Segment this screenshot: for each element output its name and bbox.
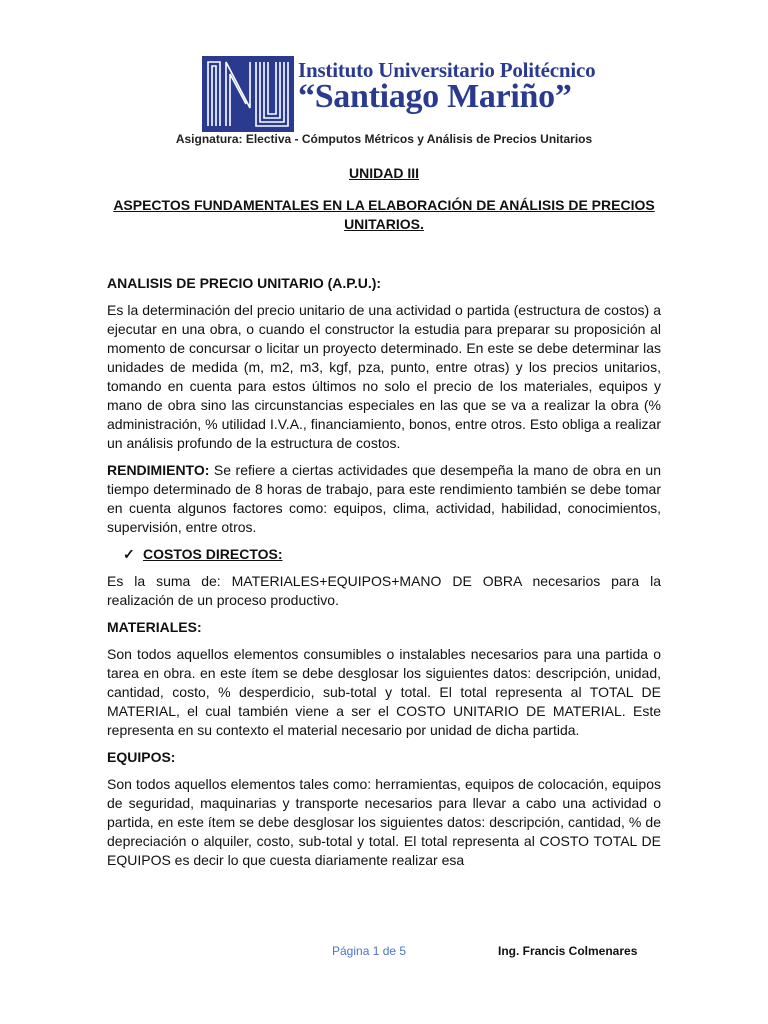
footer-author: Ing. Francis Colmenares xyxy=(498,944,638,958)
institution-logo xyxy=(200,54,596,134)
apu-heading: ANALISIS DE PRECIO UNITARIO (A.P.U.): xyxy=(107,275,382,291)
checkmark-icon: ✓ xyxy=(123,546,135,562)
page-number: Página 1 de 5 xyxy=(332,944,407,958)
costos-directos-label: COSTOS DIRECTOS: xyxy=(143,546,283,562)
equipos-heading: EQUIPOS: xyxy=(107,749,176,765)
materiales-heading: MATERIALES: xyxy=(107,619,202,635)
institution-name-line2: “Santiago Mariño” xyxy=(298,78,572,115)
document-title: ASPECTOS FUNDAMENTALES EN LA ELABORACIÓN DE ANÁLISIS DE PRECIOS UNITARIOS. xyxy=(113,197,655,232)
apu-paragraph: Es la determinación del precio unitario de una actividad o partida (estructura de costos) a ejecutar en una obra, o cuando el constructor la estudia para preparar su proposición al momento de concursar o licitar un proyecto determinado. En este se debe determinar las unidades de medida (m, m2, m3, kgf, pza, punto, entre otras) y los precios unitarios, tomando en cuenta para estos últimos no solo el precio de los materiales, equipos y mano de obra sino las circunstancias especiales en las que se va a realizar la obra (% administración, % utilidad I.V.A., financiamiento, bonos, entre otros. Esto obliga a realizar un análisis profundo de la estructura de costos. xyxy=(107,302,661,451)
unit-heading: UNIDAD III xyxy=(349,165,419,181)
subject-line: Asignatura: Electiva - Cómputos Métricos y Análisis de Precios Unitarios xyxy=(175,132,593,146)
materiales-paragraph: Son todos aquellos elementos consumibles o instalables necesarios para una partida o tarea en obra. en este ítem se debe desglosar los siguientes datos: descripción, unidad, cantidad, costo, % desperdicio, sub-total y total. El total representa al TOTAL DE MATERIAL, el cual también viene a ser el COSTO UNITARIO DE MATERIAL. Este representa en su contexto el material necesario por unidad de dicha partida. xyxy=(107,646,661,738)
costos-directos-heading xyxy=(107,545,661,564)
equipos-paragraph: Son todos aquellos elementos tales como: herramientas, equipos de colocación, equipos de seguridad, maquinarias y transporte necesarios para llevar a cabo una actividad o partida, en este ítem se debe desglosar los siguientes datos: descripción, cantidad, % de depreciación o alquiler, costo, sub-total y total. El total representa al COSTO TOTAL DE EQUIPOS es decir lo que cuesta diariamente realizar esa xyxy=(107,776,661,868)
institution-logo-mark xyxy=(202,56,294,132)
institution-name-line1: Instituto Universitario Politécnico xyxy=(298,58,596,82)
rendimiento-paragraph xyxy=(107,461,661,537)
document-body xyxy=(107,274,661,878)
costos-directos-paragraph: Es la suma de: MATERIALES+EQUIPOS+MANO DE OBRA necesarios para la realización de un proceso productivo. xyxy=(107,573,661,608)
rendimiento-label: RENDIMIENTO: xyxy=(107,462,210,478)
rendimiento-text: Se refiere a ciertas actividades que desempeña la mano de obra en un tiempo determinado de 8 horas de trabajo, para este rendimiento también se debe tomar en cuenta algunos factores como: equipos, clima, actividad, habilidad, conocimientos, supervisión, entre otros. xyxy=(107,462,661,535)
